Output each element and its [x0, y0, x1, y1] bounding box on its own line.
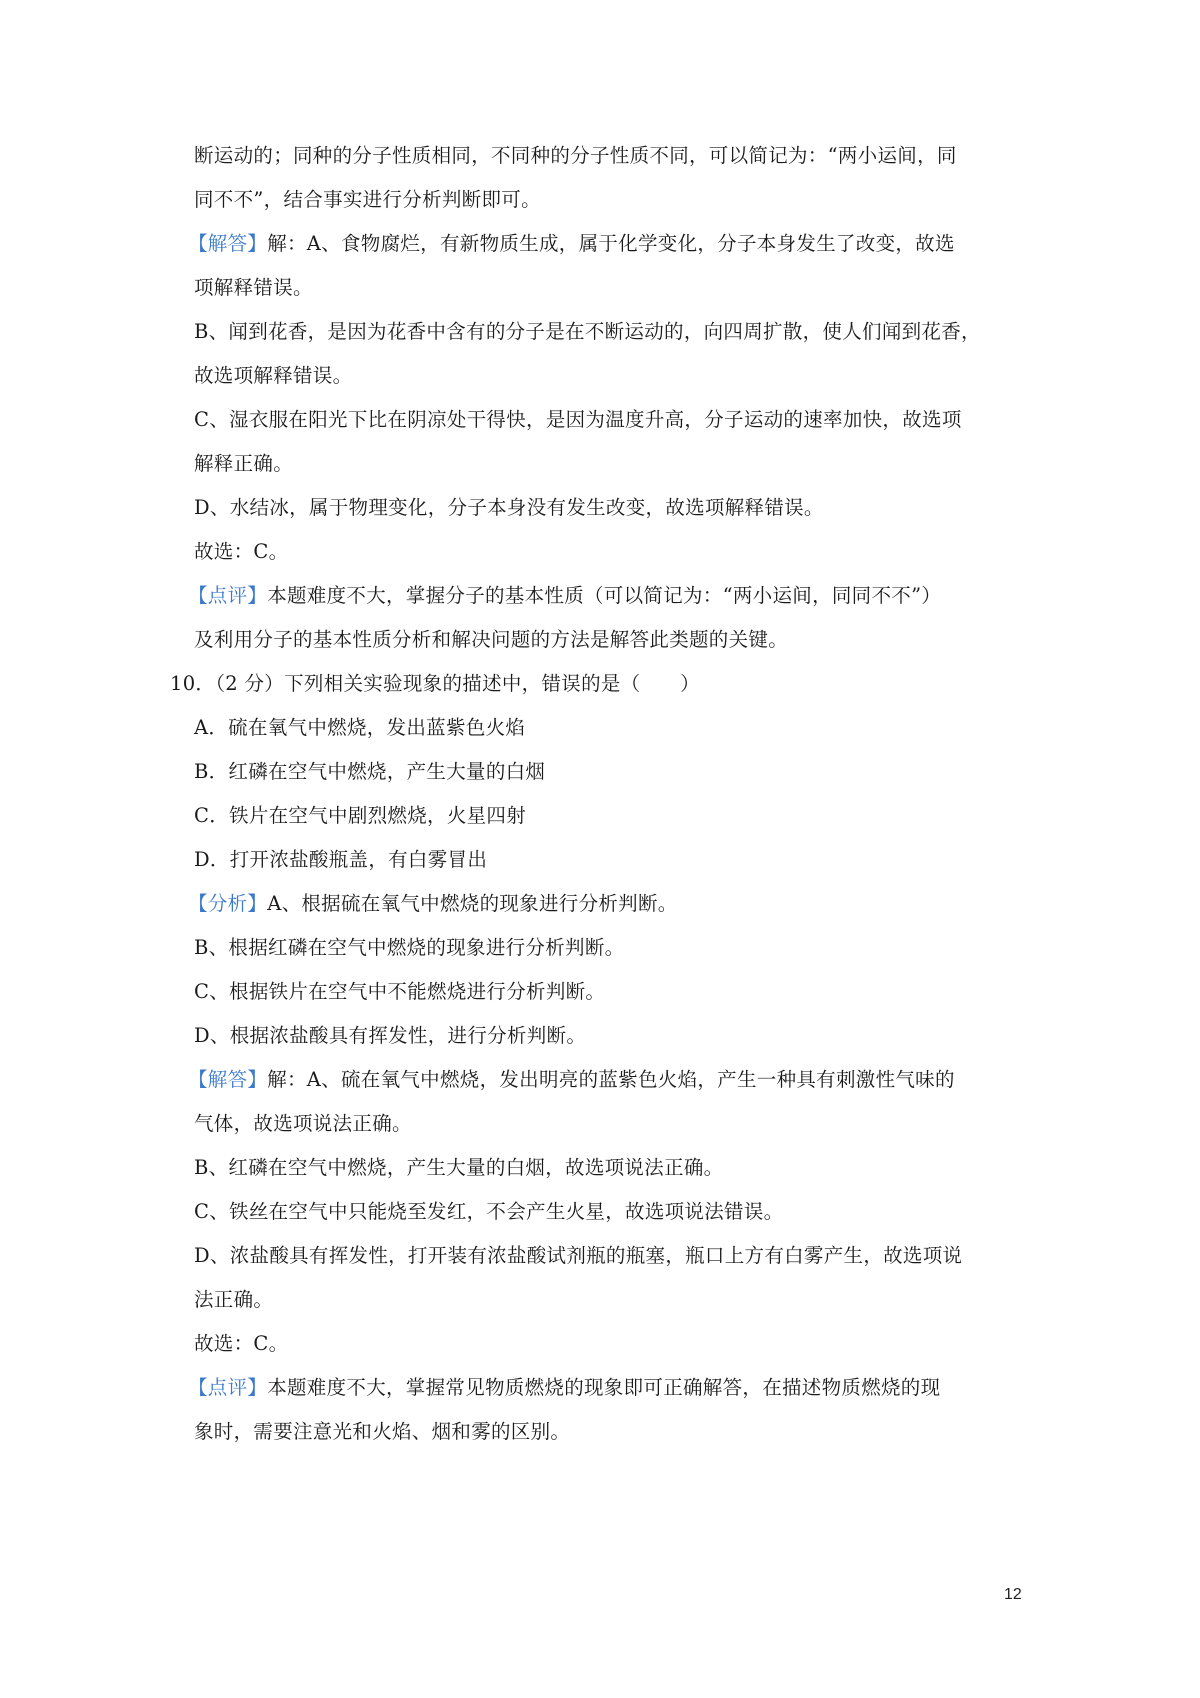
- text-line: [194, 186, 541, 214]
- line-text: D．打开浓盐酸瓶盖，有白雾冒出: [194, 848, 488, 871]
- text-line: [194, 1198, 783, 1226]
- text-line: [194, 1286, 273, 1314]
- page-number: 12: [1004, 1586, 1022, 1603]
- text-line: [194, 934, 624, 962]
- line-text: 解：A、食物腐烂，有新物质生成，属于化学变化，分子本身发生了改变，故选: [267, 232, 955, 255]
- line-text: B、闻到花香，是因为花香中含有的分子是在不断运动的，向四周扩散，使人们闻到花香，: [194, 320, 981, 343]
- line-text: A．硫在氧气中燃烧，发出蓝紫色火焰: [194, 716, 526, 739]
- line-text: 象时，需要注意光和火焰、烟和雾的区别。: [194, 1420, 571, 1443]
- line-text: 断运动的；同种的分子性质相同，不同种的分子性质不同，可以简记为：“两小运间，同: [194, 144, 957, 167]
- line-text: D、浓盐酸具有挥发性，打开装有浓盐酸试剂瓶的瓶塞，瓶口上方有白雾产生，故选项说: [194, 1244, 963, 1267]
- text-line: [188, 582, 941, 610]
- line-text: A、根据硫在氧气中燃烧的现象进行分析判断。: [267, 892, 678, 915]
- text-line: [194, 494, 824, 522]
- text-line: [194, 362, 352, 390]
- text-line: [194, 978, 605, 1006]
- line-text: 本题难度不大，掌握常见物质燃烧的现象即可正确解答，在描述物质燃烧的现: [267, 1376, 941, 1399]
- text-line: [194, 802, 526, 830]
- text-line: [194, 1022, 586, 1050]
- line-text: D、水结冰，属于物理变化，分子本身没有发生改变，故选项解释错误。: [194, 496, 824, 519]
- line-text: 10．（2 分）下列相关实验现象的描述中，错误的是（ ）: [170, 672, 700, 695]
- text-line: [194, 1330, 288, 1358]
- section-tag: 【解答】: [188, 232, 268, 255]
- section-tag: 【点评】: [188, 1376, 268, 1399]
- line-text: C、铁丝在空气中只能烧至发红，不会产生火星，故选项说法错误。: [194, 1200, 784, 1223]
- text-line: [194, 1242, 962, 1270]
- text-line: [194, 846, 487, 874]
- text-line: [188, 230, 955, 258]
- line-text: 项解释错误。: [194, 276, 313, 299]
- line-text: 法正确。: [194, 1288, 274, 1311]
- text-line: [188, 1066, 955, 1094]
- text-line: [188, 890, 678, 918]
- text-line: [194, 1154, 723, 1182]
- text-line: [170, 670, 700, 698]
- line-text: B．红磷在空气中燃烧，产生大量的白烟: [194, 760, 546, 783]
- text-line: [188, 1374, 940, 1402]
- line-text: 气体，故选项说法正确。: [194, 1112, 412, 1135]
- text-line: [194, 626, 788, 654]
- text-line: [194, 274, 313, 302]
- line-text: 本题难度不大，掌握分子的基本性质（可以简记为：“两小运间，同同不不”）: [267, 584, 942, 607]
- line-text: 故选项解释错误。: [194, 364, 353, 387]
- line-text: 故选：C。: [194, 540, 289, 563]
- line-text: C、湿衣服在阳光下比在阴凉处干得快，是因为温度升高，分子运动的速率加快，故选项: [194, 408, 962, 431]
- text-line: [194, 1110, 412, 1138]
- text-line: [194, 318, 981, 346]
- line-text: 解：A、硫在氧气中燃烧，发出明亮的蓝紫色火焰，产生一种具有刺激性气味的: [267, 1068, 955, 1091]
- line-text: 故选：C。: [194, 1332, 289, 1355]
- text-line: [194, 450, 293, 478]
- line-text: 解释正确。: [194, 452, 294, 475]
- line-text: 及利用分子的基本性质分析和解决问题的方法是解答此类题的关键。: [194, 628, 789, 651]
- line-text: C．铁片在空气中剧烈燃烧，火星四射: [194, 804, 527, 827]
- text-line: [194, 1418, 570, 1446]
- line-text: D、根据浓盐酸具有挥发性，进行分析判断。: [194, 1024, 587, 1047]
- text-line: [194, 406, 962, 434]
- line-text: B、红磷在空气中燃烧，产生大量的白烟，故选项说法正确。: [194, 1156, 724, 1179]
- line-text: B、根据红磷在空气中燃烧的现象进行分析判断。: [194, 936, 625, 959]
- text-line: [194, 538, 288, 566]
- line-text: C、根据铁片在空气中不能燃烧进行分析判断。: [194, 980, 606, 1003]
- text-line: [194, 142, 957, 170]
- text-line: [194, 714, 525, 742]
- section-tag: 【解答】: [188, 1068, 268, 1091]
- line-text: 同不不”，结合事实进行分析判断即可。: [194, 188, 541, 211]
- text-line: [194, 758, 545, 786]
- section-tag: 【分析】: [188, 892, 268, 915]
- section-tag: 【点评】: [188, 584, 268, 607]
